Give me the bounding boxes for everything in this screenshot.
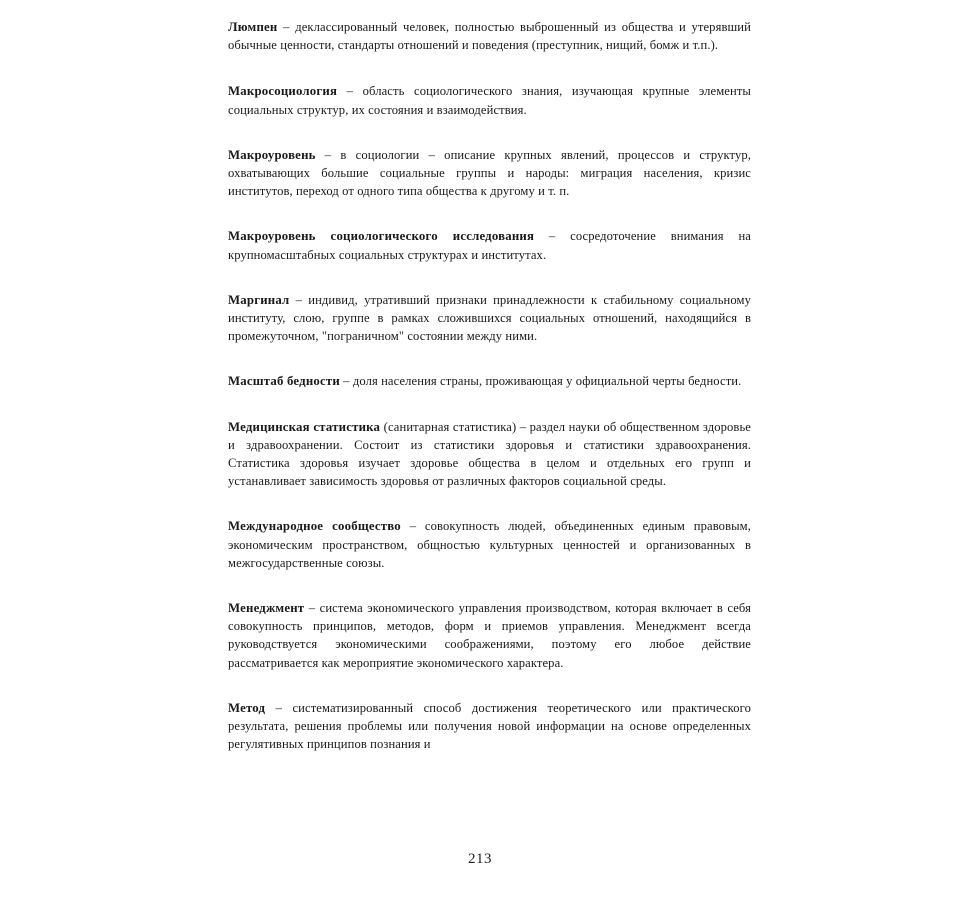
page-number: 213 [468, 851, 492, 867]
entry-term: Масштаб бедности [228, 374, 340, 389]
entry-term: Маргинал [228, 292, 290, 307]
entry-definition: – совокупность людей, объединенных единым правовым, экономическим пространством, общностью культурных ценностей и организованных в межгосударственные союзы. [228, 519, 751, 570]
entry-definition: – индивид, утративший признаки принадлежности к стабильному социальному институту, слою, группе в рамках сложившихся социальных отношений, находящийся в промежуточном, "пограничном" состоянии между ними. [228, 292, 751, 344]
glossary-entry [228, 517, 751, 572]
entry-term: Менеджмент [228, 601, 305, 616]
entry-definition: – деклассированный человек, полностью выброшенный из общества и утерявший обычные ценности, стандарты отношений и поведения (преступник, нищий, бомж и т.п.). [228, 20, 751, 53]
entry-term: Макросоциология [228, 84, 338, 99]
glossary-page [228, 18, 751, 780]
entry-definition: – система экономического управления производством, которая включает в себя совокупность принципов, методов, форм и приемов управления. Менеджмент всегда руководствуется экономическими соображениями, поэтому его любое действие рассматривается как мероприятие экономического характера. [228, 601, 751, 670]
glossary-entry [228, 18, 751, 54]
entry-term: Международное сообщество [228, 519, 401, 534]
glossary-entry [228, 82, 751, 118]
glossary-entry [228, 227, 751, 263]
glossary-entry [228, 146, 751, 201]
glossary-entry [228, 372, 751, 390]
glossary-entry [228, 699, 751, 754]
entry-definition: (санитарная статистика) – раздел науки об общественном здоровье и здравоохранении. Состоит из статистики здоровья и статистики здравоохранения. Статистика здоровья изучает здоровье общества в целом и отдельных его групп и устанавливает зависимость здоровья от различных факторов социальной среды. [228, 419, 752, 489]
entry-term: Медицинская статистика [228, 419, 381, 434]
entry-definition: – сосредоточение внимания на крупномасштабных социальных структурах и институтах. [228, 229, 751, 262]
entry-definition: – систематизированный способ достижения теоретического или практического результата, решения проблемы или получения новой информации на основе определенных регулятивных принципов познания и [228, 700, 751, 752]
entry-term: Макроуровень социологического исследования [228, 229, 535, 244]
entry-definition: – область социологического знания, изучающая крупные элементы социальных структур, их состояния и взаимодействия. [228, 84, 751, 117]
glossary-entry [228, 599, 751, 672]
entry-term: Метод [228, 700, 266, 715]
entry-term: Люмпен [228, 20, 278, 34]
entry-definition: – в социологии – описание крупных явлений, процессов и структур, охватывающих большие социальные группы и народы: миграция населения, кризис институтов, переход от одного типа общества к другому и т. п. [228, 147, 751, 199]
entry-definition: – доля населения страны, проживающая у официальной черты бедности. [339, 374, 742, 389]
glossary-entry [228, 418, 751, 491]
entry-term: Макроуровень [228, 147, 316, 162]
glossary-entry [228, 291, 751, 346]
